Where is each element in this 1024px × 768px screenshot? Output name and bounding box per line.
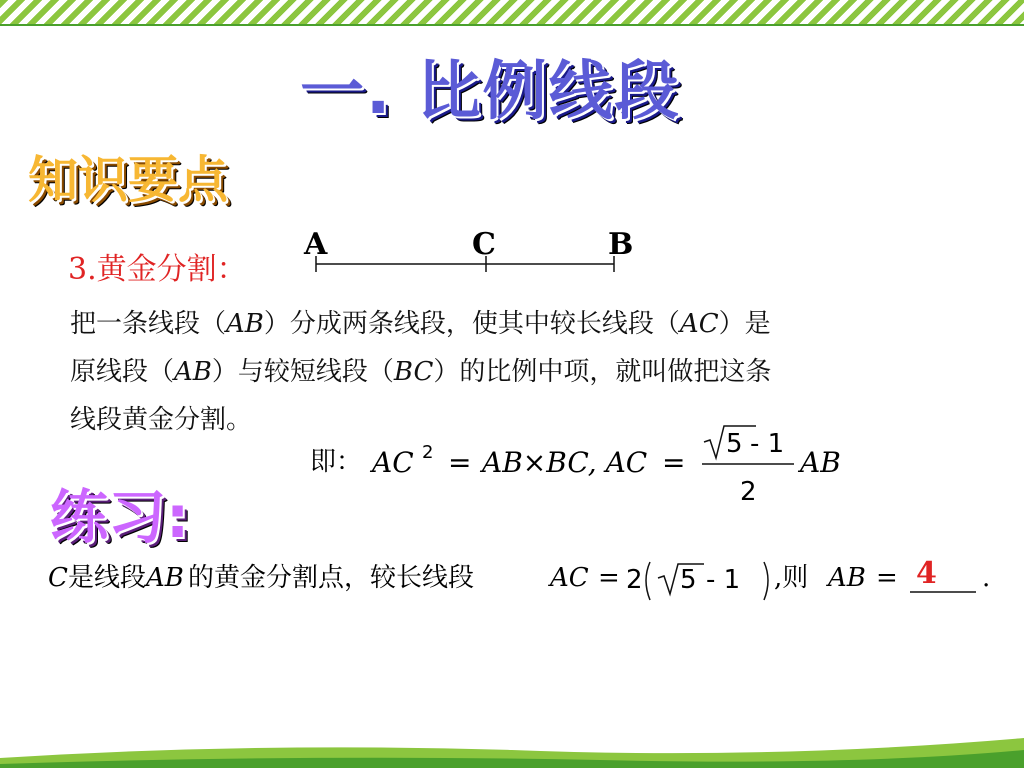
formula-denominator: 2 — [740, 477, 757, 507]
label-c: C — [472, 227, 496, 262]
formula-tail: AB — [800, 446, 841, 479]
exercise-ac: AC — [550, 563, 589, 593]
practice-heading: 练习: — [50, 483, 190, 551]
exercise-minus: - 1 — [706, 565, 741, 595]
exercise-root: 5 — [680, 565, 697, 595]
exercise-coef: 2 — [626, 565, 643, 595]
definition-line-2: 原线段（AB）与较短线段（BC）的比例中项，就叫做把这条 — [70, 357, 772, 387]
formula-numerator-rest: - 1 — [750, 429, 785, 459]
formula-root: 5 — [726, 429, 743, 459]
formula-eq-2: = — [662, 446, 686, 479]
definition-line-3: 线段黄金分割。 — [70, 405, 253, 435]
bottom-decoration — [0, 720, 1024, 768]
golden-section-heading: 3.黄金分割： — [68, 252, 247, 287]
formula-eq-1: = — [448, 446, 472, 479]
exercise-ab: AB — [146, 563, 184, 593]
top-border-decoration — [0, 0, 1024, 26]
page-title: 一. 比例线段 — [300, 55, 681, 129]
answer-value: 4 — [916, 556, 937, 591]
formula-lhs: AC — [372, 446, 414, 479]
right-paren — [764, 562, 768, 600]
exercise-text-3: ,则 — [774, 563, 809, 593]
exercise-period: . — [982, 563, 991, 593]
exercise-text-1: 是线段 — [68, 563, 147, 593]
label-a: A — [304, 227, 328, 262]
label-b: B — [608, 227, 634, 262]
left-paren — [646, 562, 650, 600]
golden-ratio-formula — [310, 420, 870, 510]
exercise-text-2: 的黄金分割点，较长线段 — [188, 563, 475, 593]
exercise-eq-2: = — [876, 563, 898, 593]
exercise-c: C — [48, 563, 68, 593]
exercise-eq: = — [598, 563, 620, 593]
exercise-ab-2: AB — [828, 563, 866, 593]
formula-rhs: AB×BC, AC — [482, 446, 648, 479]
formula-exponent: 2 — [422, 442, 434, 463]
segment-diagram — [300, 222, 660, 282]
exercise-line — [48, 556, 1008, 606]
formula-prefix: 即： — [310, 447, 363, 477]
definition-line-1: 把一条线段（AB）分成两条线段，使其中较长线段（AC）是 — [70, 309, 771, 339]
knowledge-heading: 知识要点 — [28, 151, 228, 209]
